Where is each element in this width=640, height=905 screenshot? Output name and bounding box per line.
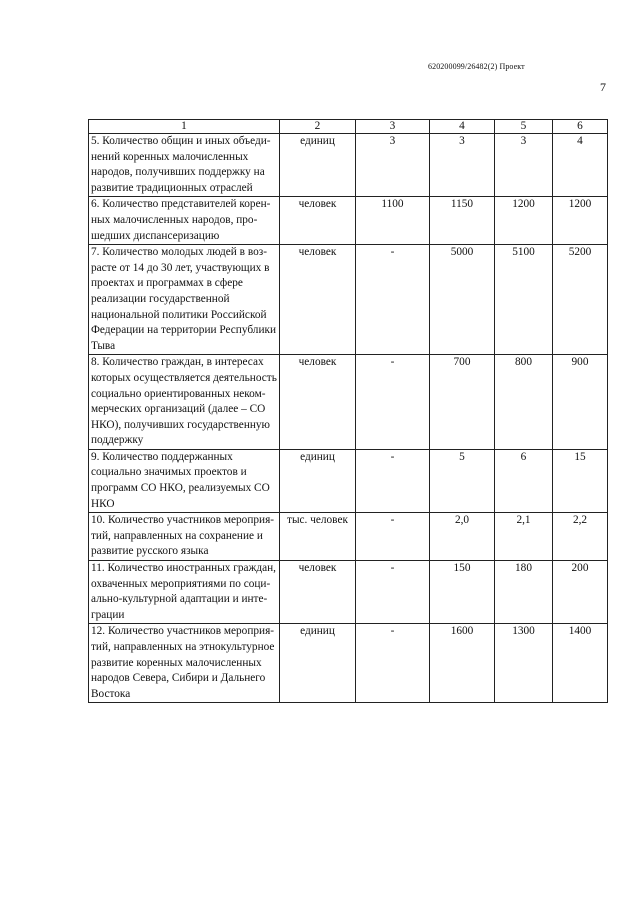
value-col-5: 1300: [495, 624, 553, 703]
value-col-6: 900: [553, 355, 608, 450]
value-col-3: -: [356, 449, 430, 512]
document-id: 620200099/26482(2) Проект: [428, 62, 525, 71]
indicator-name: 5. Количество общин и иных объединений коренных малочисленных народов, получивших поддержку на развитие традиционных отраслей: [89, 134, 280, 197]
indicator-unit: человек: [280, 197, 356, 245]
value-col-4: 5000: [430, 245, 495, 355]
table-row: [89, 134, 608, 197]
value-col-5: 5100: [495, 245, 553, 355]
table-row: [89, 513, 608, 561]
value-col-5: 800: [495, 355, 553, 450]
indicator-unit: единиц: [280, 624, 356, 703]
column-header-5: 5: [495, 120, 553, 134]
value-col-4: 1150: [430, 197, 495, 245]
value-col-3: 1100: [356, 197, 430, 245]
value-col-6: 15: [553, 449, 608, 512]
indicator-name: 12. Количество участников мероприятий, направленных на этнокультурное развитие коренных малочисленных народов Севера, Сибири и Дальнего Востока: [89, 624, 280, 703]
value-col-4: 2,0: [430, 513, 495, 561]
table-row: [89, 355, 608, 450]
value-col-6: 200: [553, 561, 608, 624]
indicator-name: 11. Количество иностранных граждан, охваченных мероприятиями по социально-культурной адаптации и интеграции: [89, 561, 280, 624]
value-col-3: -: [356, 355, 430, 450]
value-col-4: 5: [430, 449, 495, 512]
indicator-name: 9. Количество поддержанных социально значимых проектов и программ СО НКО, реализуемых СО НКО: [89, 449, 280, 512]
value-col-6: 1400: [553, 624, 608, 703]
indicator-unit: человек: [280, 561, 356, 624]
indicator-name: 8. Количество граждан, в интересах которых осуществляется деятельность социально ориентированных некоммерческих организаций (далее – СО НКО), получивших государственную поддержку: [89, 355, 280, 450]
indicator-name: 6. Количество представителей коренных малочисленных народов, прошедших диспансеризацию: [89, 197, 280, 245]
value-col-3: -: [356, 624, 430, 703]
column-header-3: 3: [356, 120, 430, 134]
value-col-4: 700: [430, 355, 495, 450]
indicator-name: 10. Количество участников мероприятий, направленных на сохранение и развитие русского языка: [89, 513, 280, 561]
value-col-6: 2,2: [553, 513, 608, 561]
table-row: [89, 245, 608, 355]
value-col-5: 6: [495, 449, 553, 512]
indicators-table: [88, 119, 608, 703]
column-header-1: 1: [89, 120, 280, 134]
page-number: 7: [600, 80, 606, 94]
indicator-unit: человек: [280, 245, 356, 355]
indicator-name: 7. Количество молодых людей в возрасте от 14 до 30 лет, участвующих в проектах и программах в сфере реализации государственной национальной политики Российской Федерации на территории Республики Тыва: [89, 245, 280, 355]
value-col-6: 4: [553, 134, 608, 197]
value-col-3: -: [356, 513, 430, 561]
value-col-3: -: [356, 561, 430, 624]
table-header-row: [89, 120, 608, 134]
indicator-unit: тыс. человек: [280, 513, 356, 561]
value-col-4: 1600: [430, 624, 495, 703]
value-col-5: 2,1: [495, 513, 553, 561]
value-col-3: 3: [356, 134, 430, 197]
value-col-5: 3: [495, 134, 553, 197]
value-col-4: 150: [430, 561, 495, 624]
value-col-4: 3: [430, 134, 495, 197]
table-row: [89, 197, 608, 245]
table-row: [89, 561, 608, 624]
value-col-3: -: [356, 245, 430, 355]
value-col-5: 180: [495, 561, 553, 624]
value-col-5: 1200: [495, 197, 553, 245]
value-col-6: 1200: [553, 197, 608, 245]
column-header-4: 4: [430, 120, 495, 134]
indicator-unit: единиц: [280, 449, 356, 512]
column-header-6: 6: [553, 120, 608, 134]
table-row: [89, 449, 608, 512]
table-row: [89, 624, 608, 703]
column-header-2: 2: [280, 120, 356, 134]
indicator-unit: единиц: [280, 134, 356, 197]
value-col-6: 5200: [553, 245, 608, 355]
indicator-unit: человек: [280, 355, 356, 450]
